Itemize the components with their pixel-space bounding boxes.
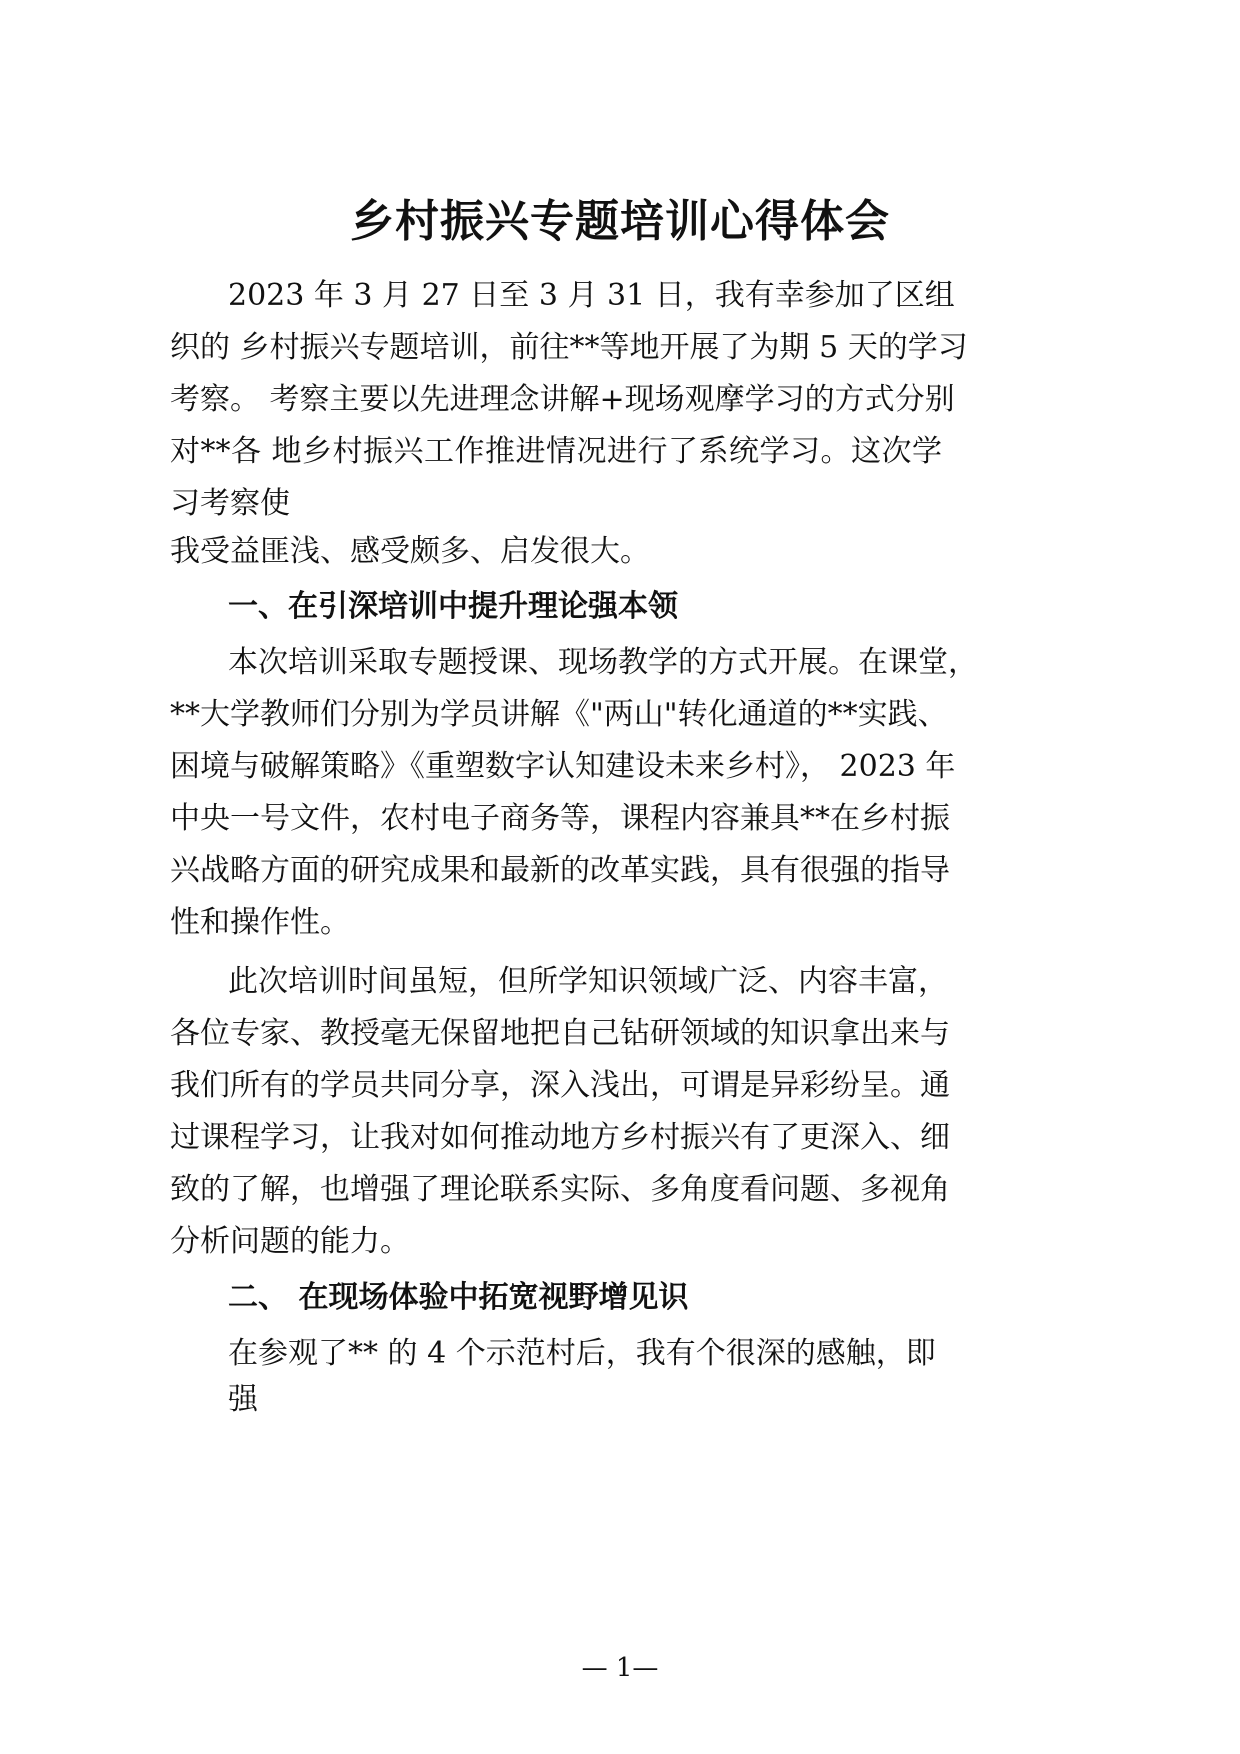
intro-line-3: 考察。 考察主要以先进理念讲解+现场观摩学习的方式分别 [170, 382, 955, 417]
section-1-p1-line-6: 性和操作性。 [170, 905, 350, 940]
section-1-p1-line-2: **大学教师们分别为学员讲解《"两山"转化通道的**实践、 [170, 697, 948, 732]
section-1-p1-line-4: 中央一号文件，农村电子商务等，课程内容兼具**在乡村振 [170, 801, 950, 836]
intro-line-5: 习考察使 [170, 486, 290, 521]
intro-line-1: 2023 年 3 月 27 日至 3 月 31 日，我有幸参加了区组 [228, 278, 955, 313]
intro-line-6: 我受益匪浅、感受颇多、启发很大。 [170, 534, 650, 569]
intro-line-2: 织的 乡村振兴专题培训，前往**等地开展了为期 5 天的学习 [170, 330, 968, 365]
section-1-heading: 一、在引深培训中提升理论强本领 [228, 589, 678, 624]
section-1-p1-line-3: 困境与破解策略》《重塑数字认知建设未来乡村》， 2023 年 [170, 749, 956, 784]
section-1-p2-line-4: 过课程学习，让我对如何推动地方乡村振兴有了更深入、细 [170, 1120, 950, 1155]
section-1-p1-line-5: 兴战略方面的研究成果和最新的改革实践，具有很强的指导 [170, 853, 950, 888]
section-1-p1-line-1: 本次培训采取专题授课、现场教学的方式开展。在课堂， [228, 645, 978, 680]
page-number: — 1— [581, 1653, 659, 1683]
section-1-p2-line-5: 致的了解，也增强了理论联系实际、多角度看问题、多视角 [170, 1172, 950, 1207]
section-2-heading: 二、 在现场体验中拓宽视野增见识 [228, 1280, 689, 1315]
section-2-p1-line-2: 强 [228, 1382, 258, 1417]
section-1-p2-line-6: 分析问题的能力。 [170, 1224, 410, 1259]
document-title: 乡村振兴专题培训心得体会 [350, 196, 890, 247]
section-1-p2-line-1: 此次培训时间虽短，但所学知识领域广泛、内容丰富， [228, 964, 948, 999]
section-1-p2-line-3: 我们所有的学员共同分享，深入浅出，可谓是异彩纷呈。通 [170, 1068, 950, 1103]
intro-line-4: 对**各 地乡村振兴工作推进情况进行了系统学习。这次学 [170, 434, 942, 469]
section-1-p2-line-2: 各位专家、教授毫无保留地把自己钻研领域的知识拿出来与 [170, 1016, 950, 1051]
section-2-p1-line-1: 在参观了** 的 4 个示范村后，我有个很深的感触，即 [228, 1336, 936, 1371]
